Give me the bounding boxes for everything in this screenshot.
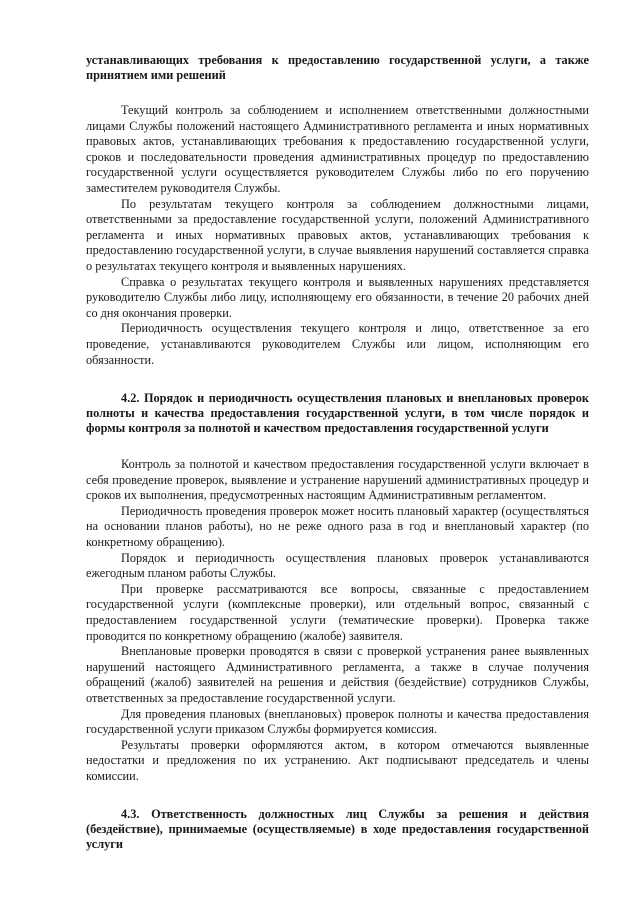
spacer [86, 368, 589, 391]
spacer [86, 83, 589, 103]
spacer [86, 785, 589, 807]
paragraph: Результаты проверки оформляются актом, в котором отмечаются выявленные недостатки и предложения по их устранению. Акт подписывают председатель и члены комиссии. [86, 737, 589, 783]
section-heading-4-2: 4.2. Порядок и периодичность осуществления плановых и внеплановых проверок полноты и качества предоставления государственной услуги, в том числе порядок и формы контроля за полнотой и качеством предоставления государственной услуги [86, 391, 589, 436]
spacer [86, 436, 589, 457]
section-heading-4-3: 4.3. Ответственность должностных лиц Службы за решения и действия (бездействие), принимаемые (осуществляемые) в ходе предоставления государственной услуги [86, 806, 589, 851]
continued-heading: устанавливающих требования к предоставлению государственной услуги, а также принятием ими решений [86, 53, 589, 82]
paragraph: Справка о результатах текущего контроля и выявленных нарушениях представляется руководителю Службы либо лицу, исполняющему его обязанности, в течение 20 рабочих дней со дня окончания проверки. [86, 274, 589, 320]
paragraph: При проверке рассматриваются все вопросы, связанные с предоставлением государственной услуги (комплексные проверки), или отдельный вопрос, связанный с предоставлением государственной услуги (тематические проверки). Проверка также проводится по конкретному обращению (жалобе) заявителя. [86, 581, 589, 643]
paragraph: Текущий контроль за соблюдением и исполнением ответственными должностными лицами Службы положений настоящего Административного регламента и иных нормативных правовых актов, устанавливающих требования к предоставлению государственной услуги, сроков и последовательности проведения административных процедур по предоставлению государственной услуги осуществляется руководителем Службы либо по его поручению заместителем руководителя Службы. [86, 103, 589, 195]
paragraph: Внеплановые проверки проводятся в связи с проверкой устранения ранее выявленных нарушений настоящего Административного регламента, а также в случае получения обращений (жалоб) заявителей на решения и действия (бездействие) сотрудников Службы, ответственных за предоставление государственной услуги. [86, 644, 589, 705]
paragraph: Порядок и периодичность осуществления плановых проверок устанавливаются ежегодным планом работы Службы. [86, 550, 589, 581]
paragraph: Периодичность осуществления текущего контроля и лицо, ответственное за его проведение, устанавливаются руководителем Службы или лицом, исполняющим его обязанности. [86, 321, 589, 367]
paragraph: Для проведения плановых (внеплановых) проверок полноты и качества предоставления государственной услуги приказом Службы формируется комиссия. [86, 706, 589, 737]
document-page [86, 53, 589, 852]
paragraph: По результатам текущего контроля за соблюдением должностными лицами, ответственными за предоставление государственной услуги, положений Административного регламента и иных нормативных правовых актов, устанавливающих требования к предоставлению государственной услуги, в случае выявления нарушений составляется справка о результатах текущего контроля и выявленных нарушениях. [86, 196, 589, 273]
paragraph: Периодичность проведения проверок может носить плановый характер (осуществляться на основании планов работы), но не реже одного раза в год и внеплановый характер (по конкретному обращению). [86, 503, 589, 550]
paragraph: Контроль за полнотой и качеством предоставления государственной услуги включает в себя проведение проверок, выявление и устранение нарушений административных процедур и сроков их выполнения, предусмотренных настоящим Административным регламентом. [86, 457, 589, 503]
